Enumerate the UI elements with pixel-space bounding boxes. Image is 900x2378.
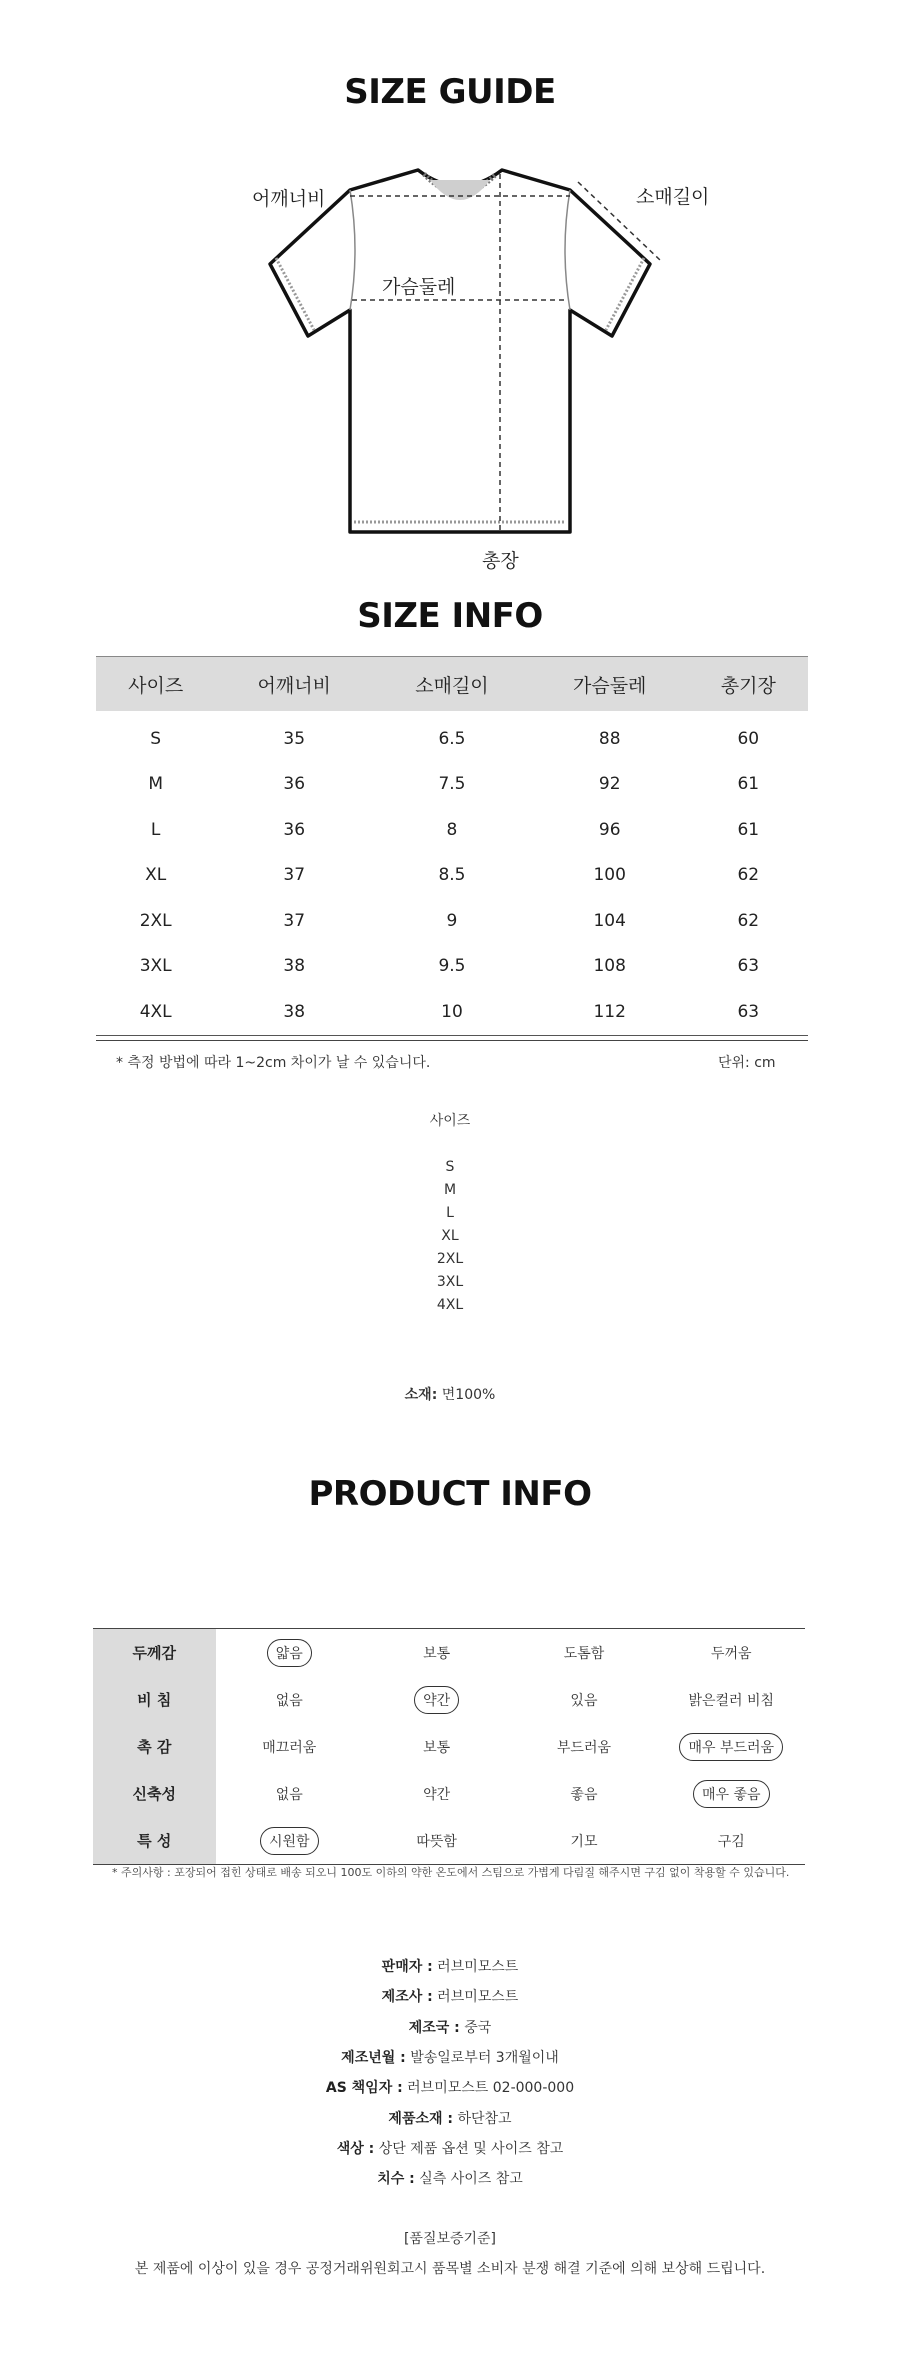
option-text: 두꺼움 — [710, 1645, 752, 1662]
table-cell: S — [150, 728, 162, 749]
chest-label: 가슴둘레 — [382, 276, 456, 298]
table-cell: 36 — [283, 774, 306, 795]
option-text: 도톰함 — [563, 1645, 605, 1662]
header-cell: 사이즈 — [96, 657, 215, 712]
seller-info-line — [0, 2168, 900, 2188]
info-label: 색상 : — [336, 2140, 375, 2157]
product-attribute-option — [216, 1817, 363, 1865]
product-attribute-label: 촉 감 — [93, 1723, 216, 1770]
product-attribute-option — [216, 1723, 363, 1770]
option-text: 밝은컬러 비침 — [688, 1692, 775, 1709]
info-value: 실측 사이즈 참고 — [419, 2171, 523, 2188]
product-info-title: PRODUCT INFO — [308, 1474, 592, 1514]
table-row — [93, 1723, 805, 1770]
header-cell: 총기장 — [689, 657, 808, 712]
table-cell: XL — [145, 865, 167, 886]
table-cell: 37 — [283, 865, 306, 886]
product-attribute-label: 신축성 — [93, 1770, 216, 1817]
info-value: 러브미모스트 — [437, 1989, 519, 2006]
material-label: 소재: — [404, 1387, 438, 1403]
option-text: 기모 — [570, 1833, 598, 1850]
seller-info-line — [0, 2138, 900, 2158]
table-cell: 60 — [737, 728, 760, 749]
table-cell: 35 — [283, 728, 306, 749]
table-cell: 100 — [593, 865, 626, 886]
product-attribute-label: 두께감 — [93, 1629, 216, 1677]
unit-note: 단위: cm — [718, 1055, 776, 1071]
info-label: 판매자 : — [381, 1959, 433, 1975]
product-attribute-option — [363, 1770, 510, 1817]
table-cell: 96 — [598, 819, 621, 840]
header-cell: 소매길이 — [373, 657, 531, 712]
table-row — [96, 989, 808, 1035]
selected-option: 매우 부드러움 — [679, 1733, 783, 1761]
size-info-title: SIZE INFO — [357, 596, 543, 636]
info-value: 중국 — [464, 2019, 492, 2036]
option-text: 구김 — [717, 1833, 745, 1850]
product-attribute-label: 특 성 — [93, 1817, 216, 1865]
info-label: AS 책임자 : — [325, 2080, 403, 2097]
header-cell: 가슴둘레 — [531, 657, 689, 712]
table-row — [93, 1817, 805, 1865]
seller-info-line — [0, 1986, 900, 2006]
table-cell: 3XL — [139, 956, 172, 977]
caution-note: * 주의사항 : 포장되어 접힌 상태로 배송 되오니 100도 이하의 약한 온도에서 스팀으로 가볍게 다림질 해주시면 구김 없이 착용할 수 있습니다. — [112, 1866, 790, 1879]
product-attribute-option — [510, 1817, 657, 1865]
product-attribute-option — [658, 1676, 805, 1723]
option-text: 없음 — [275, 1692, 303, 1709]
table-cell: 7.5 — [438, 774, 466, 795]
size-table-bottom-rule — [96, 1040, 808, 1041]
table-cell: 61 — [737, 774, 760, 795]
info-label: 제조년월 : — [341, 2049, 406, 2066]
table-cell: 6.5 — [438, 728, 466, 749]
product-attribute-option — [510, 1676, 657, 1723]
table-row — [93, 1629, 805, 1677]
list-item: S — [445, 1159, 455, 1175]
table-row — [96, 711, 808, 762]
selected-option: 시원함 — [260, 1827, 319, 1855]
selected-option: 약간 — [414, 1686, 459, 1714]
product-attribute-option — [363, 1676, 510, 1723]
product-attribute-option — [363, 1723, 510, 1770]
size-table — [96, 656, 808, 1036]
info-value: 하단참고 — [457, 2110, 512, 2127]
table-cell: 2XL — [139, 910, 172, 931]
table-row — [93, 1676, 805, 1723]
tshirt-diagram — [250, 160, 670, 540]
info-label: 제조사 : — [381, 1989, 433, 2006]
info-value: 발송일로부터 3개월이내 — [410, 2049, 559, 2066]
table-cell: 62 — [737, 910, 760, 931]
seller-info-line — [0, 2017, 900, 2037]
table-cell: 63 — [737, 956, 760, 977]
seller-info-line — [0, 1956, 900, 1976]
list-item: 3XL — [436, 1274, 464, 1290]
product-attribute-option — [216, 1770, 363, 1817]
size-list-title: 사이즈 — [429, 1113, 471, 1129]
quality-text: 본 제품에 이상이 있을 경우 공정거래위원회고시 품목별 소비자 분쟁 해결 기준에 의해 보상해 드립니다. — [134, 2261, 766, 2277]
size-guide-title: SIZE GUIDE — [344, 72, 556, 112]
sleeve-label: 소매길이 — [636, 186, 710, 208]
option-text: 좋음 — [570, 1786, 598, 1803]
table-cell: 10 — [441, 1001, 463, 1022]
option-text: 약간 — [423, 1786, 451, 1803]
table-cell: 104 — [593, 910, 626, 931]
table-cell: L — [150, 819, 161, 840]
option-text: 부드러움 — [556, 1739, 612, 1756]
product-attribute-option — [658, 1817, 805, 1865]
header-cell: 어깨너비 — [215, 657, 373, 712]
table-cell: 38 — [283, 956, 306, 977]
info-label: 치수 : — [377, 2171, 415, 2188]
measurement-note: * 측정 방법에 따라 1~2cm 차이가 날 수 있습니다. — [116, 1055, 431, 1071]
table-cell: 9 — [446, 910, 458, 931]
table-row — [96, 944, 808, 990]
table-cell: 61 — [737, 819, 760, 840]
table-cell: 8 — [446, 819, 458, 840]
list-item: M — [443, 1182, 457, 1198]
product-attribute-label: 비 침 — [93, 1676, 216, 1723]
table-cell: M — [148, 774, 163, 795]
option-text: 보통 — [423, 1739, 451, 1756]
table-cell: 9.5 — [438, 956, 466, 977]
product-attribute-option — [658, 1770, 805, 1817]
table-row — [96, 807, 808, 853]
info-value: 상단 제품 옵션 및 사이즈 참고 — [378, 2140, 564, 2157]
material-value: 면100% — [441, 1387, 496, 1403]
size-list — [0, 1156, 900, 1317]
shoulder-label: 어깨너비 — [252, 188, 326, 210]
list-item: XL — [441, 1228, 459, 1244]
list-item: 4XL — [436, 1297, 464, 1313]
option-text: 있음 — [570, 1692, 598, 1709]
product-attribute-option — [363, 1629, 510, 1677]
table-row — [96, 762, 808, 808]
size-table-header — [96, 657, 808, 712]
product-attribute-option — [216, 1629, 363, 1677]
table-cell: 108 — [593, 956, 626, 977]
table-row — [93, 1770, 805, 1817]
product-attribute-option — [658, 1629, 805, 1677]
product-info-table — [93, 1628, 805, 1865]
table-cell: 92 — [598, 774, 621, 795]
table-cell: 62 — [737, 865, 760, 886]
length-label: 총장 — [482, 550, 519, 572]
option-text: 보통 — [423, 1645, 451, 1662]
info-label: 제조국 : — [408, 2019, 460, 2036]
info-value: 러브미모스트 — [437, 1959, 519, 1975]
table-cell: 38 — [283, 1001, 306, 1022]
product-attribute-option — [510, 1629, 657, 1677]
info-label: 제품소재 : — [388, 2110, 453, 2127]
option-text: 없음 — [275, 1786, 303, 1803]
table-cell: 8.5 — [438, 865, 466, 886]
table-cell: 36 — [283, 819, 306, 840]
option-text: 매끄러움 — [262, 1739, 317, 1756]
seller-info-line — [0, 2077, 900, 2097]
table-cell: 4XL — [139, 1001, 172, 1022]
selected-option: 매우 좋음 — [693, 1780, 770, 1808]
info-value: 러브미모스트 02-000-000 — [407, 2080, 575, 2097]
table-row — [96, 898, 808, 944]
seller-info-line — [0, 2108, 900, 2128]
list-item: L — [446, 1205, 454, 1221]
option-text: 따뜻함 — [416, 1833, 457, 1850]
table-cell: 63 — [737, 1001, 760, 1022]
product-attribute-option — [216, 1676, 363, 1723]
list-item: 2XL — [436, 1251, 464, 1267]
product-attribute-option — [363, 1817, 510, 1865]
material-line — [0, 1384, 900, 1404]
seller-info-line — [0, 2047, 900, 2067]
product-attribute-option — [510, 1723, 657, 1770]
product-attribute-option — [510, 1770, 657, 1817]
product-attribute-option — [658, 1723, 805, 1770]
selected-option: 얇음 — [267, 1639, 312, 1667]
quality-title: [품질보증기준] — [403, 2231, 497, 2247]
table-cell: 37 — [283, 910, 306, 931]
table-cell: 112 — [593, 1001, 626, 1022]
table-row — [96, 853, 808, 899]
table-cell: 88 — [598, 728, 621, 749]
